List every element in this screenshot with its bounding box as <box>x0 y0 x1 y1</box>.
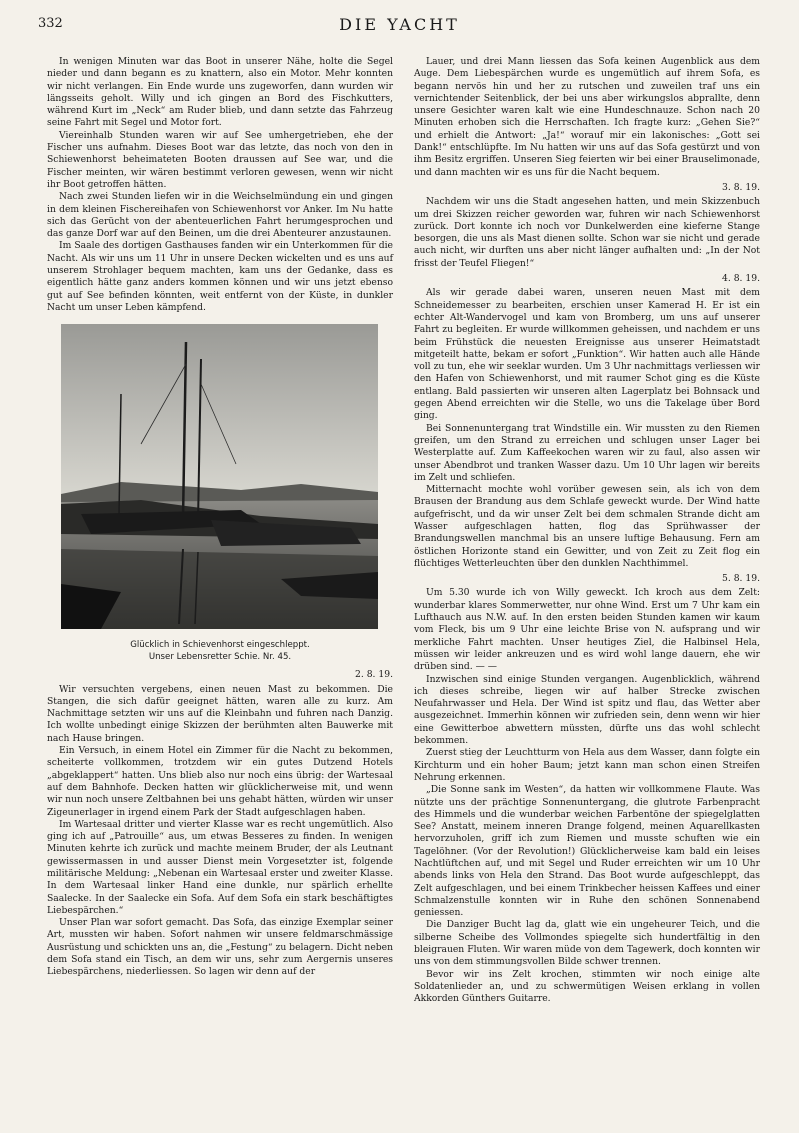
paragraph: Im Saale des dortigen Gasthauses fanden wir ein Unterkommen für die Nacht. Als wir uns um 11 Uhr in unsere Decken wickelten und es uns auf unserem Strohlager bequem machten, kam uns der Gedanke, dass es eigentlich hätte ganz anders kommen können und wir uns jetzt ebenso gut auf See befinden könnten, weit entfernt von der Küste, in dunkler Nacht um unser Leben kämpfend. <box>47 240 393 313</box>
paragraph: Lauer, und drei Mann liessen das Sofa keinen Augenblick aus dem Auge. Dem Liebespärchen wurde es ungemütlich auf ihrem Sofa, es begann nervös hin und her zu rutschen und zuweilen traf uns ein vernichtender Seitenblick, der bei uns aber wirkungslos abprallte, denn unsere Gesichter waren kalt wie eine Hundeschnauze. Schon nach 20 Minuten erhoben sich die Herrschaften. Ich fragte kurz: „Gehen Sie?“ und erhielt die Antwort: „Ja!“ worauf mir ein lakonisches: „Gott sei Dank!“ entschlüpfte. Im Nu hatten wir uns auf das Sofa gestürzt und von ihm Besitz ergriffen. Unseren Sieg feierten wir bei einer Brauselimonade, und dann machten wir es uns für die Nacht bequem. <box>414 56 760 178</box>
paragraph: Unser Plan war sofort gemacht. Das Sofa, das einzige Exemplar seiner Art, mussten wir haben. Sofort nahmen wir unsere feldmarschmässige Ausrüstung und schickten uns an, die „Festung“ zu belagern. Dicht neben dem Sofa stand ein Tisch, an dem wir uns, sehr zum Aergernis unseres Liebespärchens, niederliessen. So lagen wir denn auf der <box>47 917 393 978</box>
entry-date: 2. 8. 19. <box>355 669 393 681</box>
paragraph: Ein Versuch, in einem Hotel ein Zimmer für die Nacht zu bekommen, scheiterte vollkommen, trotzdem wir ein gutes Dutzend Hotels „abgeklappert“ hatten. Uns blieb also nur noch eins übrig: der Wartesaal auf dem Bahnhofe. Decken hatten wir glücklicherweise mit, und wenn wir nun noch unsere Zeltbahnen bei uns gehabt hätten, würden wir unser Zigeunerlager in irgend einem Park der Stadt aufgeschlagen haben. <box>47 745 393 818</box>
paragraph: In wenigen Minuten war das Boot in unserer Nähe, holte die Segel nieder und dann begann es zu knattern, also ein Motor. Mehr konnten wir nicht verlangen. Ein Ende wurde uns zugeworfen, dann wurden wir längsseits geholt. Willy und ich gingen an Bord des Fischkutters, während Kurt im „Neck“ am Ruder blieb, und dann setzte das Fahrzeug seine Fahrt mit Segel und Motor fort. <box>47 56 393 129</box>
entry-date: 3. 8. 19. <box>722 181 760 193</box>
harbor-photo <box>61 324 378 629</box>
paragraph: Nachdem wir uns die Stadt angesehen hatten, und mein Skizzenbuch um drei Skizzen reicher geworden war, fuhren wir nach Schiewenhorst zurück. Dort konnte ich noch vor Dunkelwerden eine kieferne Stange besorgen, die uns als Mast dienen sollte. Schon war sie nicht und gerade auch nicht, wir durften uns aber nicht länger aufhalten und: „In der Not frisst der Teufel Fliegen!“ <box>414 196 760 269</box>
entry-date: 4. 8. 19. <box>722 273 760 285</box>
paragraph: Bei Sonnenuntergang trat Windstille ein. Wir mussten zu den Riemen greifen, um den Strand zu erreichen und schlugen unser Lager bei Westerplatte auf. Zum Kaffeekochen waren wir zu faul, also assen wir unser Abendbrot und tranken Wasser dazu. Um 10 Uhr lagen wir bereits im Zelt und schliefen. <box>414 422 760 483</box>
paragraph: Um 5.30 wurde ich von Willy geweckt. Ich kroch aus dem Zelt: wunderbar klares Sommerwetter, nur ohne Wind. Erst um 7 Uhr kam ein Lufthauch aus N.W. auf. In den ersten beiden Stunden kamen wir kaum vom Fleck, bis um 9 Uhr eine leichte Brise von N. aufsprang und wir merkliche Fahrt machten. Unser heutiges Ziel, die Halbinsel Hela, müssen wir leider ankreuzen und es wird wohl lange dauern, ehe wir drüben sind. — — <box>414 587 760 673</box>
paragraph: Nach zwei Stunden liefen wir in die Weichselmündung ein und gingen in dem kleinen Fischereihafen von Schiewenhorst vor Anker. Im Nu hatte sich das Gerücht von der abenteuerlichen Fahrt herumgesprochen und das ganze Dorf war auf den Beinen, um die drei Abenteurer anzustaunen. <box>47 191 393 240</box>
left-bottom-text <box>47 684 393 979</box>
left-column <box>47 56 393 979</box>
paragraph: „Die Sonne sank im Westen“, da hatten wir vollkommene Flaute. Was nützte uns der prächtige Sonnenuntergang, die glutrote Farbenpracht des Himmels und die wunderbar weichen Farbentöne der spiegelglatten See? Anstatt, meinem inneren Drange folgend, meinen Aquarellkasten hervorzuholen, griff ich zum Riemen und musste schuften wie ein Tagelöhner. (Vor der Revolution!) Glücklicherweise kam bald ein leises Nachtlüftchen auf, und mit Segel und Ruder erreichten wir um 10 Uhr abends links von Hela den Strand. Das Boot wurde aufgeschleppt, das Zelt aufgeschlagen, und bei einem Trinkbecher heissen Kaffees und einer Schmalzenstulle konnten wir in Ruhe den schönen Sonnenabend geniessen. <box>414 784 760 919</box>
entry-date: 5. 8. 19. <box>722 573 760 585</box>
paragraph: Im Wartesaal dritter und vierter Klasse war es recht ungemütlich. Also ging ich auf „Patrouille“ aus, um etwas Besseres zu finden. In wenigen Minuten kehrte ich zurück und machte meinem Bruder, der als Leutnant gewissermassen in und ausser Dienst mein Vorgesetzter ist, folgende militärische Meldung: „Nebenan ein Wartesaal erster und zweiter Klasse. In dem Wartesaal linker Hand eine dunkle, nur spärlich erhellte Saalecke. In der Saalecke ein Sofa. Auf dem Sofa ein stark beschäftigtes Liebespärchen.“ <box>47 818 393 916</box>
paragraph: Bevor wir ins Zelt krochen, stimmten wir noch einige alte Soldatenlieder an, und zu schwermütigen Weisen erklang in vollen Akkorden Günthers Guitarre. <box>414 968 760 1005</box>
paragraph: Wir versuchten vergebens, einen neuen Mast zu bekommen. Die Stangen, die sich dafür geeignet hätten, waren alle zu kurz. Am Nachmittage setzten wir uns auf die Kleinbahn und fuhren nach Danzig. Ich wollte unbedingt einige Skizzen der berühmten alten Bauwerke mit nach Hause bringen. <box>47 683 393 744</box>
paragraph: Viereinhalb Stunden waren wir auf See umhergetrieben, ehe der Fischer uns aufnahm. Dieses Boot war das letzte, das noch von den in Schiewenhorst beheimateten Booten draussen auf See war, und die Fischer meinten, wir wären bestimmt verloren gewesen, wenn wir nicht ihr Boot getroffen hätten. <box>47 129 393 190</box>
photo-caption <box>47 639 393 663</box>
paragraph: Inzwischen sind einige Stunden vergangen. Augenblicklich, während ich dieses schreibe, liegen wir auf halber Strecke zwischen Neufahrwasser und Hela. Der Wind ist spitz und flau, das Wetter aber ausgezeichnet. Immerhin können wir zufrieden sein, denn wenn wir hier eine Gewitterboe abwettern müssten, dürfte uns das wohl schlecht bekommen. <box>414 673 760 747</box>
paragraph: Als wir gerade dabei waren, unseren neuen Mast mit dem Schneidemesser zu bearbeiten, erschien unser Kamerad H. Er ist ein echter Alt-Wandervogel und kam von Bromberg, um uns auf unserer Fahrt zu begleiten. Er wurde willkommen geheissen, und nachdem er uns beim Frühstück die neuesten Ereignisse aus unserer Heimatstadt mitgeteilt hatte, bekam er sofort „Funktion“. Wir hatten auch alle Hände voll zu tun, ehe wir seeklar wurden. Um 3 Uhr nachmittags verliessen wir den Hafen von Schiewenhorst, und mit raumer Schot ging es die Küste entlang. Bald passierten wir unseren alten Lagerplatz bei Bohnsack und gegen Abend erreichten wir die Stelle, wo uns die Takelage über Bord ging. <box>414 287 760 422</box>
caption-line: Glücklich in Schievenhorst eingeschleppt. <box>130 640 310 651</box>
paragraph: Die Danziger Bucht lag da, glatt wie ein ungeheurer Teich, und die silberne Scheibe des Vollmondes spiegelte sich hundertfältig in den bleigrauen Fluten. Wir waren müde von dem Tagewerk, doch konnten wir uns von dem stimmungsvollen Bilde schwer trennen. <box>414 919 760 968</box>
paragraph: Zuerst stieg der Leuchtturm von Hela aus dem Wasser, dann folgte ein Kirchturm und ein hoher Baum; jetzt kann man schon einen Streifen Nehrung erkennen. <box>414 747 760 783</box>
paragraph: Mitternacht mochte wohl vorüber gewesen sein, als ich von dem Brausen der Brandung aus dem Schlafe geweckt wurde. Der Wind hatte aufgefrischt, und da wir unser Zelt bei dem schmalen Strande dicht am Wasser aufgeschlagen hatten, flog das Sprühwasser der Brandungswellen manchmal bis an unsere luftige Behausung. Fern am östlichen Horizonte stand ein Gewitter, und von Zeit zu Zeit flog ein flüchtiges Wetterleuchten über den dunklen Nachthimmel. <box>414 484 760 569</box>
sailboats-photo-illustration <box>61 324 378 629</box>
page-number: 332 <box>38 16 63 31</box>
left-top-text <box>47 56 393 314</box>
journal-title: DIE YACHT <box>339 15 460 34</box>
caption-line: Unser Lebensretter Schie. Nr. 45. <box>148 652 292 663</box>
right-column <box>414 56 760 1006</box>
